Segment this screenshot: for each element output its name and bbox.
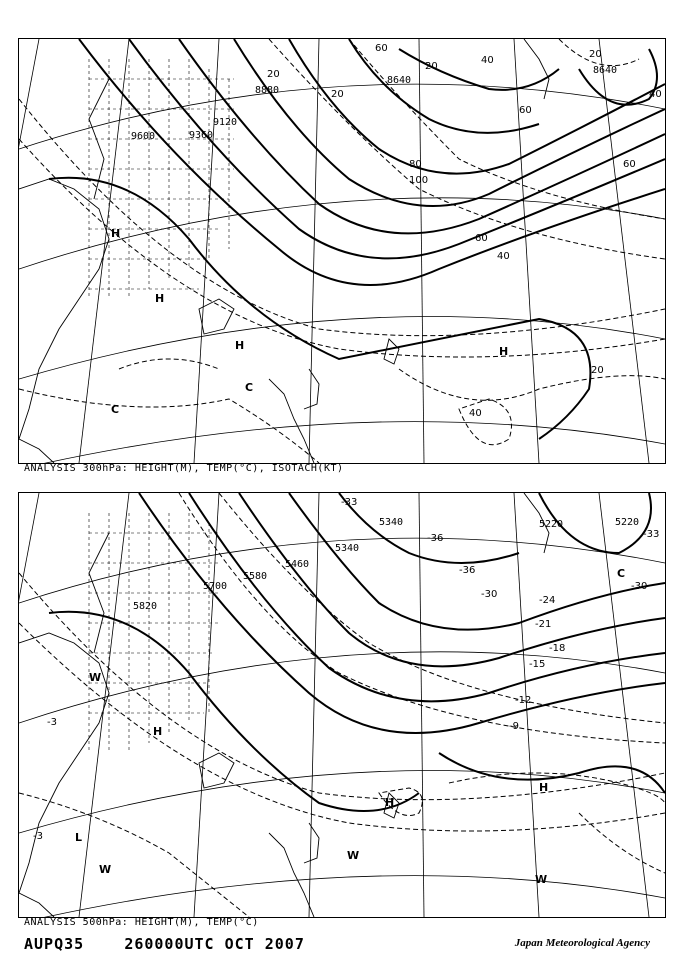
caption-500hpa: ANALYSIS 500hPa: HEIGHT(M), TEMP(°C) <box>24 917 259 928</box>
pressure-systems <box>111 227 508 416</box>
isotach-label: 100 <box>409 175 429 186</box>
isotach-label: 60 <box>475 233 488 244</box>
dashed-contours <box>19 493 665 917</box>
temp-label: -36 <box>427 533 444 544</box>
graticule <box>19 493 665 917</box>
system-label: W <box>535 873 548 886</box>
temp-label: -30 <box>481 589 498 600</box>
isotach-label: 80 <box>409 159 422 170</box>
system-label: W <box>99 863 112 876</box>
system-label: W <box>89 671 102 684</box>
height-label: 9120 <box>213 117 238 128</box>
temp-label: -30 <box>631 581 648 592</box>
chart-500hpa <box>18 492 666 918</box>
temp-label: -36 <box>459 565 476 576</box>
system-label: H <box>111 227 121 240</box>
temp-label: -24 <box>539 595 556 606</box>
temp-label: -33 <box>341 497 358 508</box>
map-500hpa <box>19 493 665 917</box>
system-label: W <box>347 849 360 862</box>
height-labels <box>131 65 617 142</box>
system-label: H <box>539 781 549 794</box>
height-label: 9600 <box>131 131 156 142</box>
system-label: H <box>385 796 395 809</box>
isotach-label: 20 <box>589 49 602 60</box>
height-label: 8640 <box>387 75 412 86</box>
isotach-label: 40 <box>497 251 510 262</box>
temp-label: -18 <box>549 643 566 654</box>
isotach-label: 60 <box>519 105 532 116</box>
temp-label: -9 <box>509 721 519 732</box>
system-label: L <box>75 831 83 844</box>
isotach-label: 40 <box>469 408 482 419</box>
hatched-region <box>89 513 219 753</box>
isotach-label: 40 <box>649 89 662 100</box>
coastline <box>19 39 549 463</box>
isotach-label: 20 <box>425 61 438 72</box>
chart-code <box>24 935 305 953</box>
height-label: 5460 <box>285 559 310 570</box>
temp-label: -12 <box>515 695 532 706</box>
chart-id: AUPQ35 <box>24 935 85 953</box>
temp-label: -3 <box>33 831 43 842</box>
temp-label: -15 <box>529 659 546 670</box>
temp-label: -21 <box>535 619 552 630</box>
height-label: 8880 <box>255 85 280 96</box>
isotach-label: 60 <box>375 43 388 54</box>
isotach-labels <box>267 43 662 419</box>
chart-300hpa <box>18 38 666 464</box>
system-label: C <box>111 403 120 416</box>
hatched-region <box>89 59 234 299</box>
temp-label: -3 <box>47 717 57 728</box>
height-contours <box>49 493 665 811</box>
height-contours <box>49 39 665 439</box>
isotach-label: 20 <box>331 89 344 100</box>
chart-datetime: 260000UTC OCT 2007 <box>124 935 305 953</box>
height-label: 5580 <box>243 571 268 582</box>
system-label: H <box>153 725 163 738</box>
caption-300hpa: ANALYSIS 300hPa: HEIGHT(M), TEMP(°C), ISOTACH(KT) <box>24 463 344 474</box>
height-label: 5820 <box>133 601 158 612</box>
temp-label: -33 <box>643 529 660 540</box>
height-label: 5340 <box>335 543 360 554</box>
system-label: H <box>499 345 509 358</box>
height-label: 8640 <box>593 65 618 76</box>
isotach-label: 20 <box>267 69 280 80</box>
system-label: C <box>245 381 254 394</box>
system-label: H <box>235 339 245 352</box>
system-label: C <box>617 567 626 580</box>
height-label: 5220 <box>539 519 564 530</box>
system-label: H <box>155 292 165 305</box>
isotach-label: 40 <box>481 55 494 66</box>
isotach-label: 20 <box>591 365 604 376</box>
height-label: 5340 <box>379 517 404 528</box>
height-label: 5220 <box>615 517 640 528</box>
height-label: 9360 <box>189 130 214 141</box>
map-300hpa <box>19 39 665 463</box>
agency-name: Japan Meteorological Agency <box>514 937 650 949</box>
height-label: 5700 <box>203 581 228 592</box>
isotach-label: 60 <box>623 159 636 170</box>
